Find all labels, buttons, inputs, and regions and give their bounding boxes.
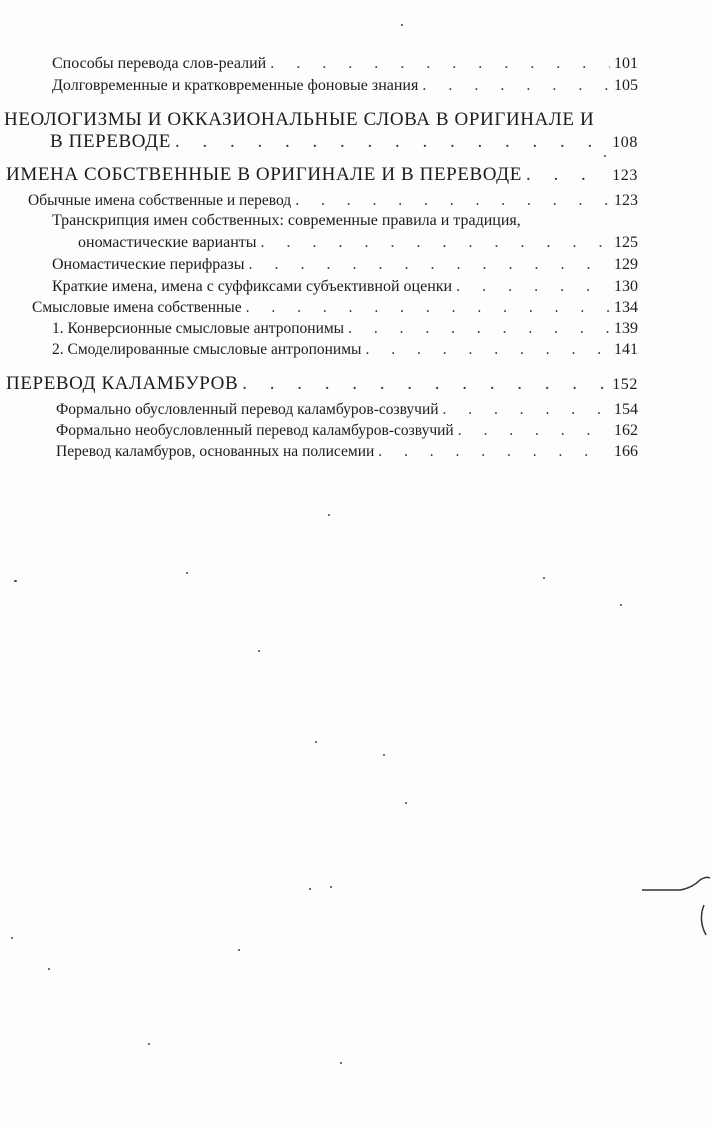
toc-entry-title: 1. Конверсионные смысловые антропонимы: [52, 320, 345, 337]
scan-speck: [543, 577, 545, 579]
scan-speck: [604, 155, 606, 157]
toc-entry: [56, 443, 638, 461]
toc-entry-title-line1: НЕОЛОГИЗМЫ И ОККАЗИОНАЛЬНЫЕ СЛОВА В ОРИГИНАЛЕ И: [4, 109, 595, 130]
toc-entry-title: Обычные имена собственные и перевод: [28, 192, 292, 209]
toc-entry: [6, 164, 638, 186]
toc-entry-page: 154: [614, 401, 638, 418]
toc-entry: [52, 77, 638, 95]
toc-entry-page: 123: [612, 167, 638, 184]
toc-leader-dots: [348, 320, 610, 338]
scan-speck: [186, 572, 188, 574]
scan-speck: [620, 604, 622, 606]
scan-speck: [148, 1043, 150, 1045]
toc-entry-page: 125: [614, 234, 638, 251]
scan-speck: [315, 741, 317, 743]
toc-entry-page: 152: [612, 376, 638, 393]
toc-leader-dots: [456, 278, 610, 296]
toc-entry-page: 123: [614, 192, 638, 209]
toc-entry-title: Долговременные и кратковременные фоновые знания: [52, 77, 419, 94]
toc-entry-title: ономастические варианты: [78, 234, 257, 251]
toc-leader-dots: [378, 443, 610, 461]
toc-entry: [78, 234, 638, 252]
toc-entry: [28, 192, 638, 210]
toc-leader-dots: [526, 164, 608, 186]
toc-leader-dots: [365, 341, 610, 359]
toc-entry-title: 2. Смоделированные смысловые антропонимы: [52, 341, 362, 358]
scan-speck: [340, 1062, 342, 1064]
toc-entry: [32, 299, 638, 317]
scan-speck: [401, 24, 403, 26]
toc-entry-page: 162: [614, 422, 638, 439]
toc-entry: [52, 341, 638, 359]
scan-speck: [258, 650, 260, 652]
toc-entry-title: Краткие имена, имена с суффиксами субъективной оценки: [52, 278, 453, 295]
scan-speck: [11, 937, 13, 939]
scan-speck: [238, 949, 240, 951]
toc-entry-page: 129: [614, 256, 638, 273]
toc-entry: [6, 373, 638, 395]
toc-entry-title: Формально необусловленный перевод каламбуров-созвучий: [56, 422, 454, 439]
toc-entry-page: 101: [614, 55, 638, 72]
toc-entry-title: ПЕРЕВОД КАЛАМБУРОВ: [6, 373, 239, 394]
toc-entry: [50, 131, 638, 153]
toc-leader-dots: [270, 55, 610, 73]
toc-leader-dots: [422, 77, 610, 95]
toc-entry-title-line1: Транскрипция имен собственных: современные правила и традиция,: [52, 212, 521, 229]
toc-leader-dots: [295, 192, 610, 210]
toc-leader-dots: [242, 373, 608, 395]
toc-entry-title: Ономастические перифразы: [52, 256, 245, 273]
scan-speck: [405, 802, 407, 804]
scan-speck: [14, 580, 17, 582]
toc-entry-page: 108: [612, 134, 638, 151]
toc-leader-dots: [443, 401, 610, 419]
toc-entry: [52, 256, 638, 274]
toc-entry-title: Способы перевода слов-реалий: [52, 55, 267, 72]
toc-entry-page: 166: [614, 443, 638, 460]
toc-entry-page: 134: [614, 299, 638, 316]
toc-entry-page: 105: [614, 77, 638, 94]
toc-leader-dots: [458, 422, 610, 440]
scan-speck: [309, 888, 311, 890]
toc-leader-dots: [261, 234, 610, 252]
scan-speck: [330, 886, 332, 888]
toc-entry-title: Перевод каламбуров, основанных на полисемии: [56, 443, 375, 460]
toc-entry: [52, 278, 638, 296]
toc-entry: [52, 55, 638, 73]
toc-entry-title: ИМЕНА СОБСТВЕННЫЕ В ОРИГИНАЛЕ И В ПЕРЕВОДЕ: [6, 164, 522, 185]
toc-entry-title: В ПЕРЕВОДЕ: [50, 131, 171, 152]
scan-speck: [48, 968, 50, 970]
toc-entry-title: Смысловые имена собственные: [32, 299, 242, 316]
toc-entry-title: Формально обусловленный перевод каламбуров-созвучий: [56, 401, 439, 418]
margin-ink-mark: [640, 860, 712, 950]
scan-speck: [328, 514, 330, 516]
toc-leader-dots: [246, 299, 610, 317]
toc-entry: [56, 422, 638, 440]
toc-entry-page: 139: [614, 320, 638, 337]
toc-entry: [52, 320, 638, 338]
toc-leader-dots: [248, 256, 610, 274]
toc-entry: [56, 401, 638, 419]
toc-leader-dots: [175, 131, 608, 153]
toc-entry-page: 141: [614, 341, 638, 358]
toc-entry-page: 130: [614, 278, 638, 295]
scan-speck: [383, 754, 385, 756]
